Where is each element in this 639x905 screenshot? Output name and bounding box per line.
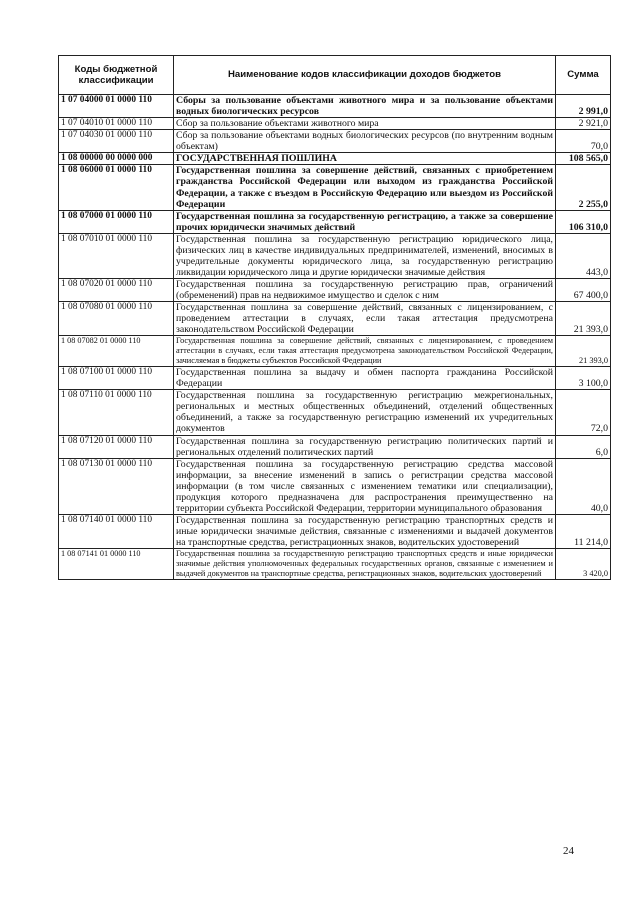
- table-row: [59, 390, 611, 435]
- table-row: [59, 336, 611, 367]
- row-name: Государственная пошлина за выдачу и обмен паспорта гражданина Российской Федерации: [174, 367, 556, 390]
- row-sum: 106 310,0: [556, 210, 611, 233]
- row-sum: 21 393,0: [556, 302, 611, 336]
- row-name: Государственная пошлина за государственную регистрацию юридического лица, физических лиц в качестве индивидуальных предпринимателей, изменений, вносимых в учредительные документы юридического лица, за государственную регистрацию ликвидации юридического лица и другие юридически значимые действия: [174, 233, 556, 278]
- header-sum: Сумма: [556, 56, 611, 95]
- row-code: 1 08 07100 01 0000 110: [59, 367, 174, 390]
- table-row: [59, 458, 611, 514]
- row-sum: 21 393,0: [556, 336, 611, 367]
- row-code: 1 07 04030 01 0000 110: [59, 130, 174, 153]
- table-row: [59, 118, 611, 130]
- table-row: [59, 165, 611, 210]
- row-name: Государственная пошлина за совершение действий, связанных с лицензированием, с проведением аттестации в случаях, если такая аттестация предусмотрена законодательством Российской Федерации, зачисляемая в бюджеты субъектов Российской Федерации: [174, 336, 556, 367]
- row-name: Государственная пошлина за государственную регистрацию межрегиональных, региональных и местных общественных объединений, отделений общественных объединений, а также за государственную регистрацию изменений их учредительных документов: [174, 390, 556, 435]
- row-sum: 72,0: [556, 390, 611, 435]
- table-row: [59, 367, 611, 390]
- budget-revenue-table: [58, 55, 611, 580]
- row-code: 1 08 07080 01 0000 110: [59, 302, 174, 336]
- row-code: 1 07 04010 01 0000 110: [59, 118, 174, 130]
- row-name: Государственная пошлина за совершение действий, связанных с лицензированием, с проведением аттестации в случаях, если такая аттестация предусмотрена законодательством Российской Федерации: [174, 302, 556, 336]
- row-code: 1 08 07141 01 0000 110: [59, 549, 174, 580]
- row-name: Государственная пошлина за государственную регистрацию политических партий и региональных отделений политических партий: [174, 435, 556, 458]
- row-code: 1 08 00000 00 0000 000: [59, 153, 174, 165]
- table-row: [59, 95, 611, 118]
- table-row: [59, 514, 611, 548]
- table-header-row: [59, 56, 611, 95]
- row-sum: 40,0: [556, 458, 611, 514]
- row-code: 1 08 07130 01 0000 110: [59, 458, 174, 514]
- row-sum: 11 214,0: [556, 514, 611, 548]
- table-row: [59, 130, 611, 153]
- budget-revenue-table-sheet: [58, 55, 610, 580]
- row-name: Сбор за пользование объектами водных биологических ресурсов (по внутренним водным объектам): [174, 130, 556, 153]
- page-number: 24: [563, 845, 574, 857]
- row-name: Сборы за пользование объектами животного мира и за пользование объектами водных биологических ресурсов: [174, 95, 556, 118]
- row-name: Государственная пошлина за совершение действий, связанных с приобретением гражданства Российской Федерации или выходом из гражданства Российской Федерации, а также с въездом в Российскую Федерацию или выездом из Российской Федерации: [174, 165, 556, 210]
- table-row: [59, 233, 611, 278]
- row-sum: 2 921,0: [556, 118, 611, 130]
- row-name: Государственная пошлина за государственную регистрацию транспортных средств и иные юридически значимые действия, связанные с изменениями и выдачей документов на транспортные средства, регистрационных знаков, водительских удостоверений: [174, 514, 556, 548]
- table-body: [59, 95, 611, 580]
- row-code: 1 08 07140 01 0000 110: [59, 514, 174, 548]
- table-row: [59, 435, 611, 458]
- row-code: 1 08 07010 01 0000 110: [59, 233, 174, 278]
- row-sum: 108 565,0: [556, 153, 611, 165]
- row-name: ГОСУДАРСТВЕННАЯ ПОШЛИНА: [174, 153, 556, 165]
- row-code: 1 08 07110 01 0000 110: [59, 390, 174, 435]
- row-sum: 70,0: [556, 130, 611, 153]
- table-row: [59, 153, 611, 165]
- row-code: 1 08 07120 01 0000 110: [59, 435, 174, 458]
- header-code: Коды бюджетной классификации: [59, 56, 174, 95]
- row-code: 1 07 04000 01 0000 110: [59, 95, 174, 118]
- row-code: 1 08 07082 01 0000 110: [59, 336, 174, 367]
- table-row: [59, 549, 611, 580]
- table-row: [59, 302, 611, 336]
- row-sum: 443,0: [556, 233, 611, 278]
- header-name: Наименование кодов классификации доходов бюджетов: [174, 56, 556, 95]
- row-code: 1 08 06000 01 0000 110: [59, 165, 174, 210]
- row-name: Государственная пошлина за государственную регистрацию транспортных средств и иные юридически значимые действия уполномоченных федеральных государственных органов, связанные с изменением и выдачей документов на транспортные средства, регистрационных знаков, водительских удостоверений: [174, 549, 556, 580]
- row-name: Государственная пошлина за государственную регистрацию, а также за совершение прочих юридически значимых действий: [174, 210, 556, 233]
- row-sum: 3 420,0: [556, 549, 611, 580]
- row-name: Государственная пошлина за государственную регистрацию средства массовой информации, за внесение изменений в запись о регистрации средства массовой информации (в том числе связанных с изменением тематики или специализации), продукция которого предназначена для распространения преимущественно на территории субъекта Российской Федерации, территории муниципального образования: [174, 458, 556, 514]
- row-sum: 2 255,0: [556, 165, 611, 210]
- row-sum: 2 991,0: [556, 95, 611, 118]
- row-code: 1 08 07000 01 0000 110: [59, 210, 174, 233]
- row-code: 1 08 07020 01 0000 110: [59, 279, 174, 302]
- row-sum: 3 100,0: [556, 367, 611, 390]
- table-row: [59, 279, 611, 302]
- table-row: [59, 210, 611, 233]
- row-name: Сбор за пользование объектами животного мира: [174, 118, 556, 130]
- row-sum: 67 400,0: [556, 279, 611, 302]
- row-name: Государственная пошлина за государственную регистрацию прав, ограничений (обременений) прав на недвижимое имущество и сделок с ним: [174, 279, 556, 302]
- row-sum: 6,0: [556, 435, 611, 458]
